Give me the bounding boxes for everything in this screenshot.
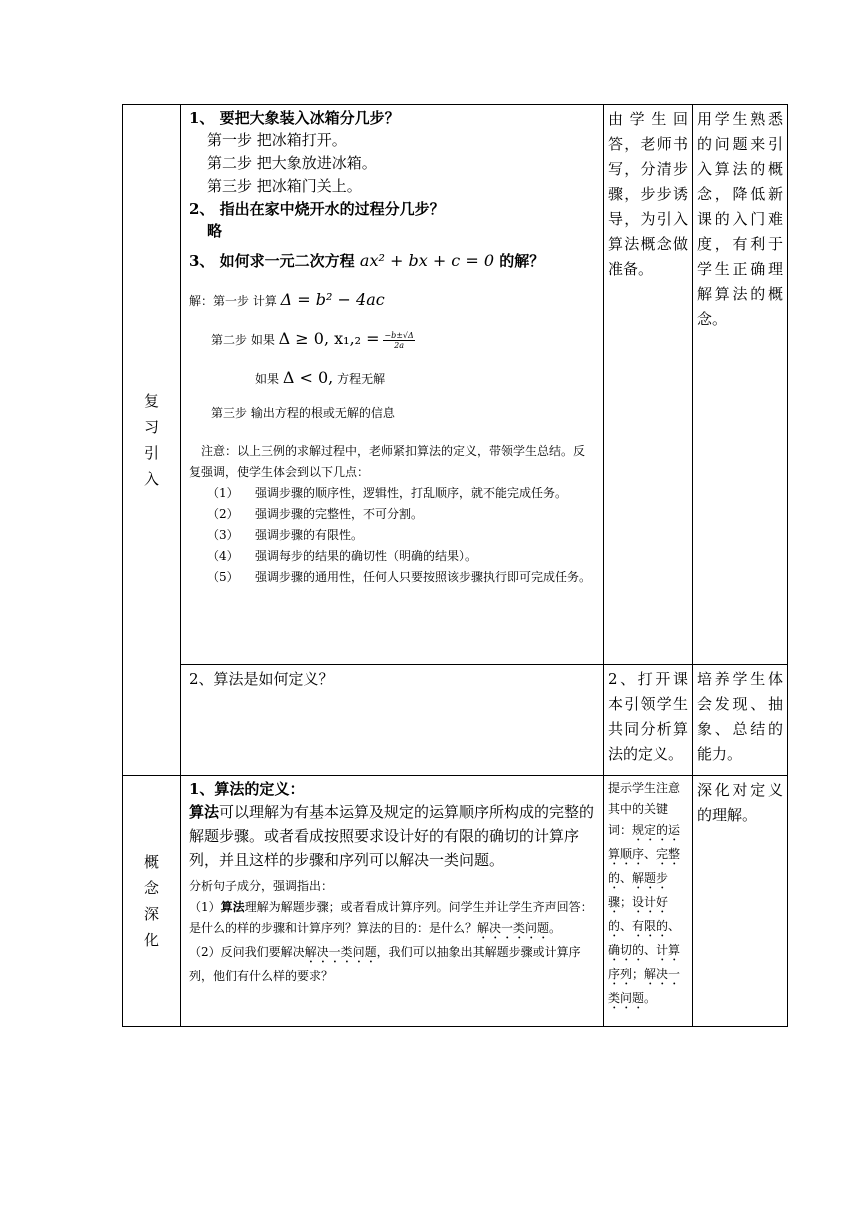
- emphasis-point: （1） 强调步骤的顺序性，逻辑性，打乱顺序，就不能完成任务。: [207, 486, 568, 500]
- design-purpose-2: 培养学生体会发现、抽象、总结的能力。: [693, 665, 788, 776]
- teacher-note: 注意：以上三例的求解过程中，老师紧扣算法的定义，带领学生总结。反复强调，使学生体会到以下几点：: [189, 444, 586, 479]
- q1-step-3: 第三步 把冰箱门关上。: [207, 177, 362, 195]
- algorithm-definition: 算法可以理解为有基本运算及规定的运算顺序所构成的完整的解题步骤。或者看成按照要求设计好的有限的确切的计算序列，并且这样的步骤和序列可以解决一类问题。: [189, 803, 595, 869]
- section-label-review: 复 习 引 入: [123, 105, 181, 776]
- solution-step-2: 第二步 如果 Δ ≥ 0, x₁,₂ = $\frac{-b\pm√\Delta}{2a}$: [211, 329, 414, 350]
- lesson-plan-table: [122, 104, 788, 1027]
- analysis-point-1: （1）算法理解为解题步骤；或者看成计算序列。问学生并让学生齐声回答：是什么的样的步骤和计算序列？算法的目的：是什么？解决一类问题。: [189, 900, 593, 935]
- concept-content-cell: [181, 776, 604, 1027]
- discriminant-formula: Δ = b² − 4ac: [280, 290, 385, 309]
- teacher-activity-3: 提示学生注意其中的关键词：规定的运算顺序、完整的、解题步骤；设计好的、有限的、确切的、计算序列；解决一类问题。: [604, 776, 693, 1027]
- root-fraction: $\frac{-b\pm√\Delta}{2a}$: [384, 331, 414, 350]
- emphasis-points: [189, 483, 595, 588]
- teacher-activity-1: 由学生回答，老师书写，分清步骤，步步诱导，为引入算法概念做准备。: [604, 105, 693, 665]
- question-2-answer: 略: [207, 222, 223, 240]
- root-formula: Δ ≥ 0, x₁,₂ =: [278, 329, 380, 348]
- review-content-cell: [181, 105, 604, 665]
- solution-step-2b: 如果 Δ < 0, 方程无解: [255, 368, 386, 387]
- question-3-title: 3、 如何求一元二次方程 ax² + bx + c = 0 的解？: [189, 251, 545, 270]
- analysis-point-2: （2）反问我们要解决解决一类问题，我们可以抽象出其解题步骤或计算序列，他们有什么样的要求？: [189, 945, 581, 983]
- review-row-2: [123, 665, 788, 776]
- analysis-intro: 分析句子成分，强调指出：: [189, 879, 334, 893]
- emphasis-point: （4） 强调每步的结果的确切性（明确的结果）。: [207, 549, 478, 563]
- review-row-1: [123, 105, 788, 665]
- definition-title: 1、算法的定义：: [189, 780, 305, 798]
- section-label-concept: 概 念 深 化: [123, 776, 181, 1027]
- q1-step-2: 第二步 把大象放进冰箱。: [207, 154, 377, 172]
- question-2-title: 2、 指出在家中烧开水的过程分几步？: [189, 200, 445, 218]
- q1-step-1: 第一步 把冰箱打开。: [207, 131, 347, 149]
- quadratic-equation: ax² + bx + c = 0: [359, 251, 495, 270]
- question-1-title: 1、 要把大象装入冰箱分几步？: [189, 109, 400, 127]
- solution-step-3: 第三步 输出方程的根或无解的信息: [211, 406, 395, 420]
- emphasis-point: （3） 强调步骤的有限性。: [207, 528, 364, 542]
- definition-question: 2、算法是如何定义？: [181, 665, 604, 776]
- solution-step-1: 解：第一步 计算 Δ = b² − 4ac: [189, 290, 385, 309]
- emphasis-point: （5） 强调步骤的通用性，任何人只要按照该步骤执行即可完成任务。: [207, 570, 592, 584]
- emphasis-point: （2） 强调步骤的完整性，不可分割。: [207, 507, 424, 521]
- design-purpose-1: 用学生熟悉的问题来引入算法的概念，降低新课的入门难度，有利于学生正确理解算法的概念。: [693, 105, 788, 665]
- concept-row: [123, 776, 788, 1027]
- design-purpose-3: 深化对定义的理解。: [693, 776, 788, 1027]
- teacher-activity-2: 2、打开课本引领学生共同分析算法的定义。: [604, 665, 693, 776]
